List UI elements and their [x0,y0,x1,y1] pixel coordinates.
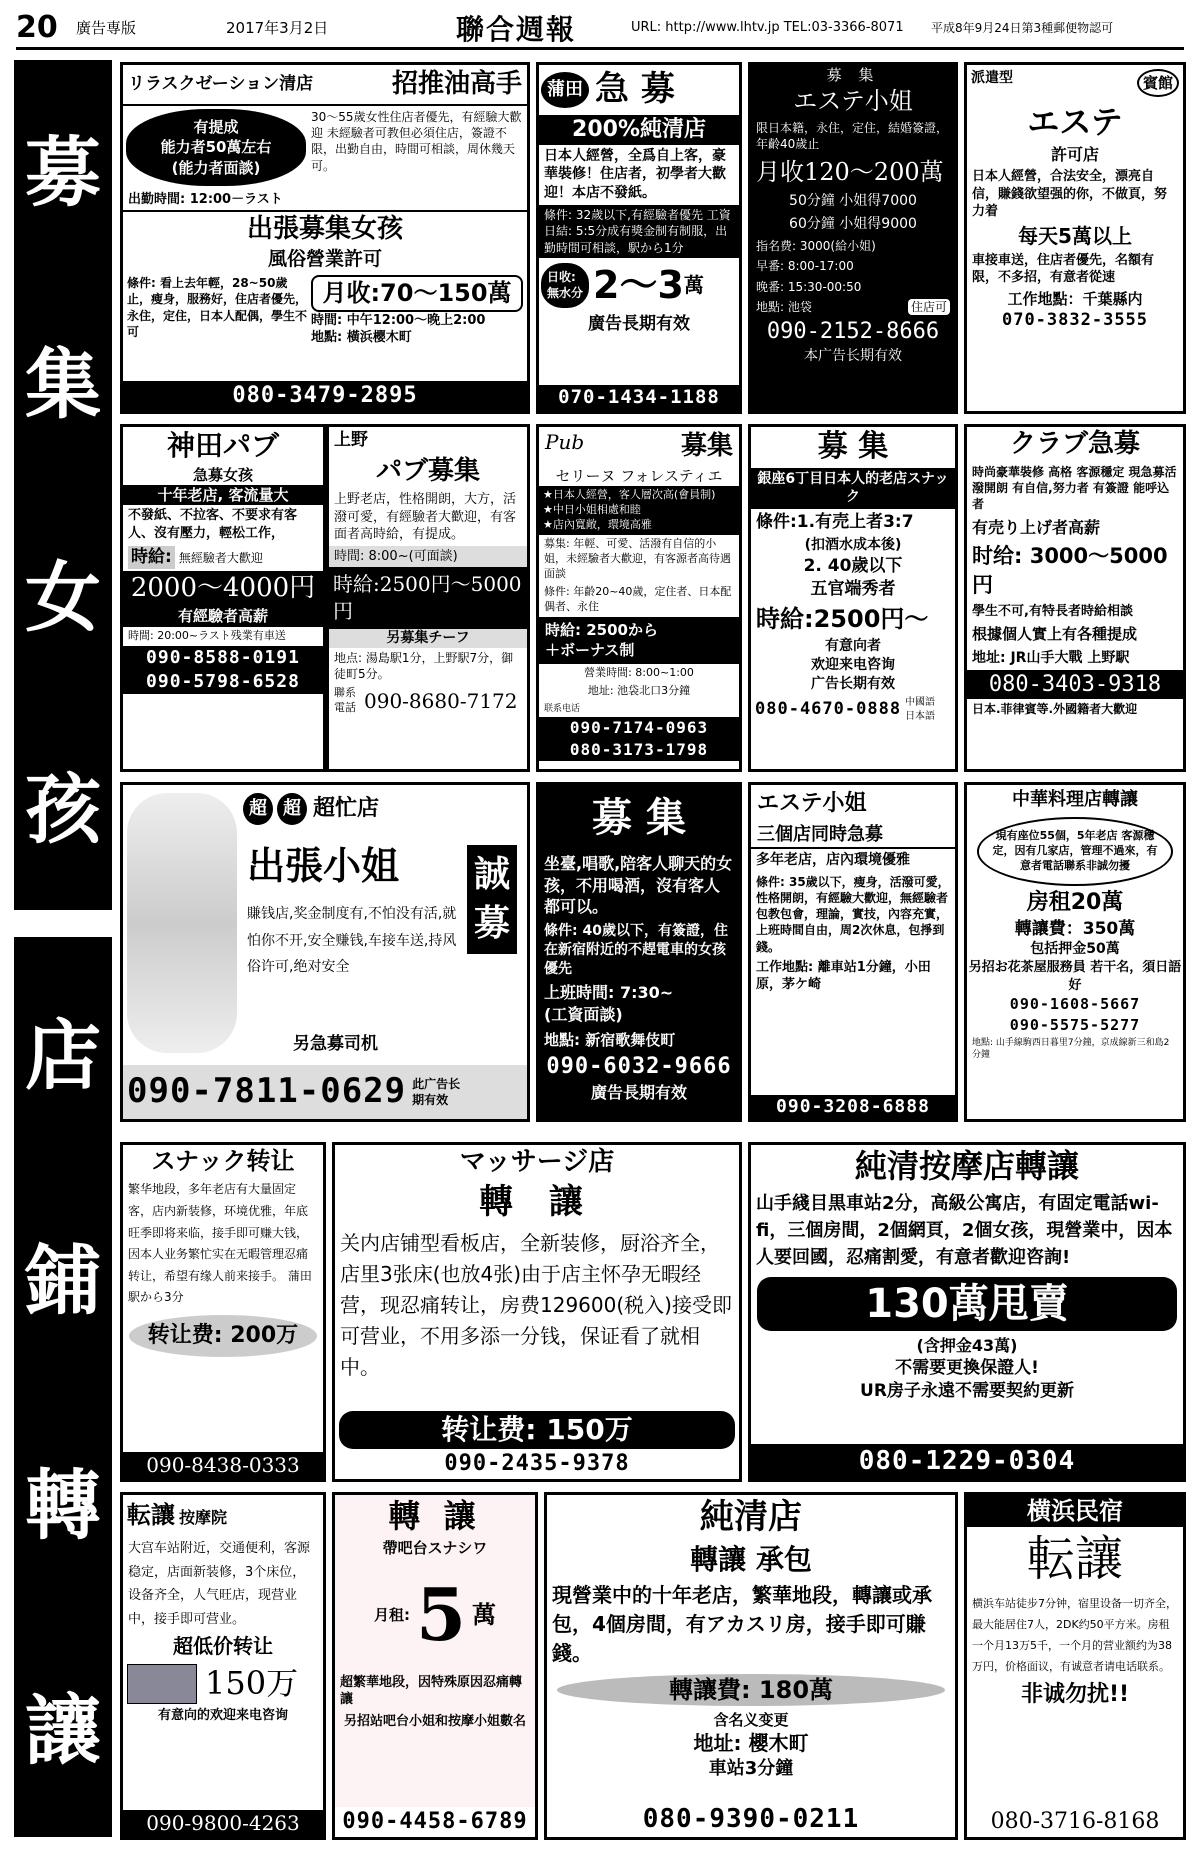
ad-snack-transfer [120,1142,326,1482]
ad-tail: 此广告长期有效 [412,1076,461,1108]
phone-number: 080-4670-0888 [755,699,902,720]
pay-label: 日收: 無水分 [541,263,589,307]
ad-desc: 不發紙、不拉客、不要求有客人、沒有壓力，輕松工作， [128,508,298,541]
rate-60: 60分鐘 小姐得9000 [789,216,917,233]
price-note: (含押金43萬) [916,1336,1018,1356]
side-char: 募 [25,127,101,217]
note-1: 學生不可,有特長者時給相談 [972,603,1133,619]
late-shift: 晚番: 15:30-00:50 [756,279,862,294]
ad-subtitle: 急募女孩 [192,465,253,484]
side-char: 集 [25,340,101,430]
ad-title: 招推油高手 [391,69,522,99]
recruit-badge: 誠募 [467,845,517,954]
ad-desc: 山手綫目黒車站2分，高級公寓店，有固定電話wi-fi，三個房間，2個網頁，2個女孩，現營業中，因本人要回國，忍痛割愛，有意者歡迎咨詢! [756,1193,1173,1269]
ad-snack-transfer-2 [332,1492,538,1840]
condition-3: 五官端秀者 [810,579,896,600]
ad-shinjuku-recruit [536,782,742,1122]
phone-number: 090-4458-6789 [335,1807,535,1837]
ad-yokohama-minshuku [964,1492,1186,1840]
conditions: 條件: 年齡20~40歲，定住者、日本配偶者、永住 [544,585,732,614]
ad-title: 純清店 [700,1497,802,1537]
phone-number: 080-3173-1798 [539,739,739,761]
ad-ueno-pub [326,424,530,772]
pay-unit: 萬 [683,272,704,297]
ad-title: 募集 [680,431,733,461]
location: 地址: JR山手大戰 上野駅 [972,649,1130,666]
ad-kanda-pub [120,424,326,772]
ad-note: 另募集チーフ [329,629,527,648]
ad-kamata-urgent [536,62,742,414]
hours: 營業時間: 8:00~1:00 [584,665,694,679]
daily-pay: 每天5萬以上 [1018,223,1132,248]
rent-unit: 萬 [472,1600,497,1629]
ad-title: エステ [1027,103,1123,142]
fee-note: 含名义变更 [713,1711,789,1730]
side-char: 讓 [25,1686,101,1775]
ad-esthe-recruit [748,62,958,414]
note-1: 不需要更換保證人! [895,1357,1039,1378]
requirements: 募集: 年輕、可愛、活潑有自信的小姐，未經驗者大歡迎，有客源者高待遇面談 [544,536,731,580]
ad-celine-club [536,424,742,772]
ad-massage-transfer [332,1142,742,1482]
hours: 時間: 20:00~ラスト残業有車送 [128,628,286,642]
ad-dispatch-girls [120,782,530,1122]
issue-date: 2017年3月2日 [226,19,329,37]
transfer-fee: 轉讓費：350萬 [1014,918,1136,939]
phone-number: 090-8438-0333 [123,1452,323,1479]
commission-oval: 有提成 能力者50萬左右 (能力者面談) [126,109,306,186]
figure-illustration [127,793,237,1053]
side-char: 店 [25,1011,101,1100]
conditions: 條件: 35歲以下，瘦身，活潑可愛，性格開朗，有經驗大歡迎，無經驗者包教包會，理論，實技，內容充實，上班時間自由，周2次休息，包掙到錢。 [756,874,950,954]
phone-number: 070-3832-3555 [1001,310,1149,331]
note-1: 有意向者 [825,638,881,655]
phone-number: 080-3403-9318 [967,670,1183,700]
location: 地點: 山手線駒西日暮里7分鐘，京成線新三和島2分鐘 [972,1037,1170,1061]
shop-name: 帶吧台スナシワ [382,1539,488,1558]
ad-title: 募 集 [826,66,880,84]
monthly-pay: 月收120～200萬 [756,158,944,187]
location: 地點: 池袋 [756,299,812,314]
pay-note: 無經驗者大歡迎 [178,550,263,565]
conditions: 車接車送，住店者優先，名額有限，不多招，有意者從速 [972,252,1155,286]
condition-1: 條件:1.有売上者3:7 [756,512,914,533]
monthly-pay: 月收:70～150萬 [311,275,523,311]
shop-name: 銀座6丁目日本人的老店スナック [751,468,955,510]
side-char: 轉 [25,1461,101,1550]
work-hours: 出勤時間: 12:00－ラスト [123,189,527,213]
ad-desc: 日本人經營，合法安全，漂亮自信，賺錢欲望强的你，不做頁，努力着 [972,169,1168,220]
conditions: 條件: 40歲以下，有簽證，住在新宿附近的不趕電車的女孩優先 [544,922,728,977]
ad-note: 另招站吧台小姐和按摩小姐數名 [343,1713,526,1729]
phone-number: 090-7811-0629 [127,1071,407,1112]
note-2: 根據個人實上有各種提成 [972,625,1138,644]
ad-desc: 关内店铺型看板店，全新装修，厨浴齐全，店里3张床(也放4张)由于店主怀孕无暇经营，现忍痛转让，房费129600(税入)接受即可营业，不用多添一分钱，保证看了就相中。 [340,1230,732,1379]
requirements: 限日本籍，永住，定住，結婚簽證，年齡40歲止 [756,120,949,151]
ad-note: 非诚勿扰!! [1020,1681,1130,1707]
ad-title: 出張小姐 [247,844,400,888]
hotel-tag: 賓館 [1137,69,1179,97]
condition-2: 2. 40歲以下 [803,556,903,577]
highlight: 有売り上げ者高薪 [972,517,1101,537]
ad-club-urgent [964,424,1186,772]
side-char: 孩 [25,765,101,855]
ad-subtitle: 200%純清店 [539,115,739,145]
ad-subtitle: エステ小姐 [793,87,913,116]
ad-desc: 上野老店，性格開朗，大方，活潑可愛，有經驗者大歡迎，有客面者高時給，有提成。 [334,492,517,543]
phone-number: 090-2435-9378 [444,1451,630,1477]
dispatch-tag: 派遣型 [971,70,1013,86]
monthly-rent: 5 [415,1572,467,1658]
location: 地點: 橫浜櫻木町 [311,330,412,346]
location: 地址: 櫻木町 [693,1731,809,1756]
ad-desc: 30～55歲女性住店者優先，有經驗大歡迎 未經驗者可教但必須住店，簽證不限，出勤自由，時間可相談，周休幾天可。 [311,110,522,173]
hours: 時間: 中午12:00～晚上2:00 [311,312,486,328]
ad-title: スナック转让 [151,1147,295,1175]
side-char: 鋪 [25,1236,101,1325]
ad-subtitle: 転讓 [1026,1531,1123,1588]
note-2: UR房子永遠不需要契約更新 [860,1380,1074,1401]
phone-number: 080-3716-8168 [990,1809,1160,1835]
ad-desc: 繁华地段，多年老店有大量固定客，店内新装修，环境优雅，年底旺季即将来临，接手即可赚大钱，因本人业务繁忙实在无暇管理忍痛转让，希望有缘人前来接手。 蒲田駅から3分 [128,1182,312,1305]
phone-number: 090-5575-5277 [1009,1015,1141,1034]
pub-logo: Pub [545,430,585,454]
sale-price: 130萬甩賣 [757,1277,1177,1331]
hourly-pay: 時給:2500円～5000円 [329,567,527,629]
ad-title: マッサージ店 [459,1147,615,1177]
hourly-pay: 2000～4000円 [123,571,323,606]
ad-title: エステ小姐 [757,791,867,816]
phone-number: 080-1229-0304 [751,1444,1183,1479]
ad-title: 中華料理店轉讓 [1012,789,1138,810]
phone-number: 090-3208-6888 [751,1095,955,1119]
phone-number: 090-1608-5667 [1009,995,1141,1014]
page-header [16,8,1184,50]
rate-50: 50分鐘 小姐得7000 [789,193,917,210]
ad-note: 廣告長期有效 [588,314,690,335]
ad-title: クラブ急募 [1009,429,1140,459]
feature-bullet: ★中日小姐相處和睦 [543,503,641,517]
conditions: 條件: 看上去年輕，28~50歲止，瘦身，服務好，住店者優先，永住，定住，日本人配偶，學生不可 [127,276,308,339]
live-in-badge: 住店可 [908,299,950,315]
location: 地點: 新宿歌舞伎町 [544,1030,676,1049]
badge-1: 超 [243,793,273,825]
nomination-fee: 指名费: 3000(給小姐) [756,239,876,254]
side-banner-recruit [14,60,112,910]
ad-title: 急 募 [595,69,675,109]
ad-desc: 時尚豪華裝修 高格 客源穩定 現急募活潑開朗 有自信,努力者 有簽證 能呼込者 [972,465,1177,512]
hours: 時間: 8:00~(可面談) [329,546,527,568]
contact-label: 联系电话 [544,704,581,715]
phone-number: 090-5798-6528 [123,670,323,694]
shop-photo [127,1664,197,1704]
ad-subtitle: 轉 讓 [479,1182,595,1223]
highlight-bar: 十年老店, 客流量大 [123,485,323,505]
ad-title: 横浜民宿 [967,1495,1183,1527]
transfer-fee: 转让费: 200万 [129,1315,317,1357]
location: 工作地點: 離車站1分鐘，小田原，茅ケ崎 [756,959,931,993]
phone-number: 090-9800-4263 [123,1810,323,1837]
hours: 上班時間: 7:30~ (工資面談) [544,983,674,1025]
station-distance: 車站3分鐘 [708,1758,794,1780]
ad-omiya-massage [120,1492,326,1840]
ad-title: 神田パブ [166,429,279,462]
ad-subtitle: 許可店 [1050,145,1099,165]
ad-subtitle: 風俗營業許可 [267,248,382,271]
extra-recruit: 另招お花茶屋服務員 若干名，須日語好 [968,960,1182,993]
location: 地址: 池袋北口3分鐘 [587,684,691,698]
ad-desc: 賺钱店,奖金制度有,不怕没有活,就怕你不开,安全赚钱,车接车送,持风俗许可,绝对安全 [247,906,457,976]
ad-subtitle: 按摩院 [179,1508,228,1527]
area-label: 上野 [334,430,368,450]
condition-1-note: (扣酒水成本後) [804,537,902,554]
ad-kicker: 超忙店 [313,796,380,822]
hourly-pay: 时给: 3000～5000円 [972,544,1168,597]
ad-note: 有意向的欢迎来电咨询 [157,1708,288,1724]
shop-name: セリーヌ フォレスティエ [555,467,723,486]
ad-title: 募 集 [817,429,889,464]
rent: 房租20萬 [1026,889,1124,915]
conditions: 條件: 32歲以下,有經驗者優先 工資日結: 5:5分成有獎金制有制服，出勤時間可相談，駅から1分 [539,205,739,258]
phone-number: 090-8680-7172 [364,688,518,713]
ad-desc: 大宫车站附近，交通便利，客源稳定，店面新装修，3个床位，设备齐全，人气旺店，现营业中，接手即可营业。 [128,1541,311,1627]
ad-dispatch-esthe [964,62,1186,414]
feature-bullet: ★店內寬敞，環境高雅 [543,518,652,532]
contact-label: 聯系電話 [334,686,356,715]
note-2: 欢迎来电咨询 [811,657,895,674]
early-shift: 早番: 8:00-17:00 [756,259,854,274]
postal-permit: 平成8年9月24日第3種郵便物認可 [931,21,1114,35]
ad-clean-shop-transfer [544,1492,958,1840]
ad-desc: 坐臺,唱歌,陪客人聊天的女孩，不用喝酒，沒有客人都可以。 [544,854,733,917]
ad-title: 純清按摩店轉讓 [854,1147,1079,1185]
languages: 中國語 日本語 [905,697,936,722]
ad-relaxation-shop [120,62,530,414]
phone-number: 090-6032-9666 [546,1053,732,1079]
info-oval: 現有座位55個，5年老店 客源穩定，因有几家店，管理不過來，有意者電話聯系非誠勿擾 [977,817,1173,886]
rent-label: 月租: [373,1605,410,1624]
phone-number: 090-7174-0963 [539,717,739,739]
feature-bullet: ★日本人經營，客人層次高(會員制) [543,488,716,502]
phone-number: 070-1434-1188 [539,385,739,411]
shop-name: リラスクゼーション清店 [128,74,314,95]
area-badge: 蒲田 [541,72,589,108]
transfer-fee-note: 包括押金50萬 [1030,941,1120,958]
paper-url: URL: http://www.lhtv.jp TEL:03-3366-8071 [631,20,904,35]
ad-title: 轉 讓 [388,1497,482,1535]
sale-headline: 超低价转让 [173,1633,273,1658]
ad-note: 本广告长期有效 [804,347,902,364]
ad-note: 廣告長期有效 [590,1082,687,1102]
side-char: 女 [25,552,101,642]
hourly-pay: 時給: 2500から ＋ボーナス制 [539,617,739,664]
ad-subtitle: 轉讓 承包 [690,1542,812,1576]
note-3: 日本.菲律賓等.外國籍者大歡迎 [972,702,1138,717]
pay-label: 時給: [128,546,175,569]
transfer-fee: 转让费: 150万 [339,1411,735,1449]
phone-number: 080-9390-0211 [642,1803,860,1834]
ad-subtitle: 三個店同時急募 [751,823,955,849]
paper-name: 聯合週報 [456,12,577,46]
badge-2: 超 [277,793,307,825]
location: 工作地點：千葉縣内 [1007,289,1143,308]
ad-desc: 横浜车站徒步7分钟，宿里设备一切齐全，最大能居住7人，2DK约50平方米。房租一个月13万5千，一个月的营业额约为38万円，价格面议，有诚意者请电话联系。 [972,1597,1177,1673]
ad-desc: 現營業中的十年老店，繁華地段，轉讓或承包，4個房間，有アカスリ房，接手即可賺錢。 [552,1582,932,1665]
phone-number: 090-8588-0191 [123,646,323,670]
note-3: 广告长期有效 [811,676,895,693]
ad-note: 另急募司机 [293,1034,378,1054]
ad-chinese-restaurant [964,782,1186,1122]
ad-title-2: 出張募集女孩 [246,214,403,245]
ad-title: 転讓 [127,1501,175,1529]
side-banner-transfer [14,937,112,1837]
ad-desc: 超繁華地段，因特殊原因忍痛轉讓 [340,1674,523,1708]
ad-ginza-snack [748,424,958,772]
transfer-fee: 轉讓費: 180萬 [557,1674,945,1706]
location: 地点: 湯島駅1分，上野駅7分，御徒町5分。 [334,651,514,682]
phone-number: 090-2152-8666 [766,318,940,344]
phone-number: 080-3479-2895 [123,381,527,411]
pay-note-2: 有經驗者高薪 [123,606,323,626]
page-number: 20 [16,10,58,45]
sale-price: 150万 [205,1663,299,1702]
ad-massage-shop-sale [748,1142,1186,1482]
section-label: 廣告専版 [76,19,137,37]
ad-desc: 日本人經營，全爲自上客，豪華裝修！住店者，初學者大歡迎！本店不發紙。 [544,147,726,202]
ad-title: 募 集 [592,795,686,841]
ad-esthe-three-shops [748,782,958,1122]
ad-desc: 多年老店，店內環境優雅 [756,851,910,868]
daily-pay: 2～3 [593,262,684,307]
ad-title: パブ募集 [375,455,480,486]
hourly-pay: 時給:2500円～ [756,604,929,633]
